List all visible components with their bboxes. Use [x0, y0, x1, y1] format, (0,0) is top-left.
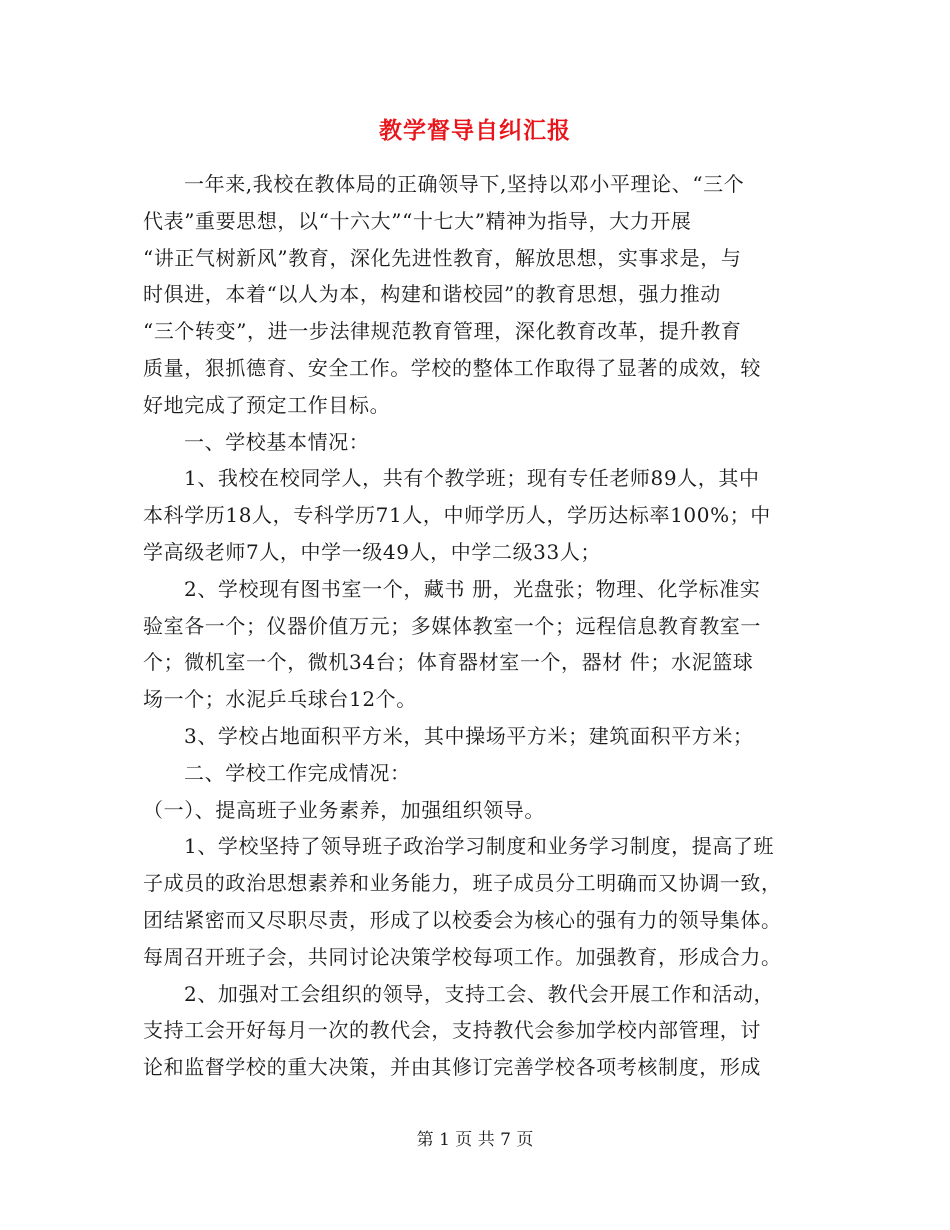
- text-line: 1、我校在校同学人，共有个教学班；现有专任老师89人，其中: [184, 466, 760, 491]
- text-line: 本科学历18人，专科学历71人，中师学历人，学历达标率100%；中: [143, 503, 771, 528]
- text-line: 质量，狠抓德育、安全工作。学校的整体工作取得了显著的成效，较: [143, 355, 761, 380]
- text-line: 每周召开班子会，共同讨论决策学校每项工作。加强教育，形成合力。: [143, 944, 782, 969]
- text-line: 学高级老师7人，中学一级49人，中学二级33人；: [143, 539, 602, 564]
- text-line: 时俱进，本着“以人为本，构建和谐校园”的教育思想，强力推动: [143, 282, 721, 307]
- text-line: 好地完成了预定工作目标。: [143, 392, 391, 417]
- document-title: 教学督导自纠汇报: [379, 117, 571, 144]
- text-line: 支持工会开好每月一次的教代会，支持教代会参加学校内部管理，讨: [143, 1018, 761, 1043]
- text-line: “三个转变”，进一步法律规范教育管理，深化教育改革，提升教育: [143, 319, 742, 344]
- text-line: 论和监督学校的重大决策，并由其修订完善学校各项考核制度，形成: [143, 1055, 761, 1080]
- text-line: 2、加强对工会组织的领导，支持工会、教代会开展工作和活动，: [184, 981, 775, 1006]
- text-line: 子成员的政治思想素养和业务能力，班子成员分工明确而又协调一致，: [143, 871, 782, 896]
- section-heading: 一、学校基本情况：: [184, 429, 370, 454]
- text-line: 1、学校坚持了领导班子政治学习制度和业务学习制度，提高了班: [184, 834, 775, 859]
- text-line: 个；微机室一个，微机34台；体育器材室一个，器材 件；水泥篮球: [143, 650, 754, 675]
- subsection-heading: （一）、提高班子业务素养，加强组织领导。: [143, 797, 545, 822]
- text-line: 代表”重要思想，以“十六大”“十七大”精神为指导，大力开展: [143, 208, 692, 233]
- text-line: 3、学校占地面积平方米，其中操场平方米；建筑面积平方米；: [184, 723, 754, 748]
- page-number-footer: 第 1 页 共 7 页: [416, 1130, 534, 1150]
- section-heading: 二、学校工作完成情况：: [184, 760, 411, 785]
- text-line: 场一个；水泥乒乓球台12个。: [143, 687, 417, 712]
- text-line: 验室各一个；仪器价值万元；多媒体教室一个；远程信息教育教室一: [143, 613, 761, 638]
- text-line: 团结紧密而又尽职尽责，形成了以校委会为核心的强有力的领导集体。: [143, 907, 782, 932]
- document-body: [143, 166, 803, 1086]
- text-line: 2、学校现有图书室一个，藏书 册，光盘张；物理、化学标准实: [184, 576, 761, 601]
- text-line: 一年来,我校在教体局的正确领导下,坚持以邓小平理论、“三个: [184, 172, 745, 196]
- text-line: “讲正气树新风”教育，深化先进性教育，解放思想，实事求是，与: [143, 245, 742, 270]
